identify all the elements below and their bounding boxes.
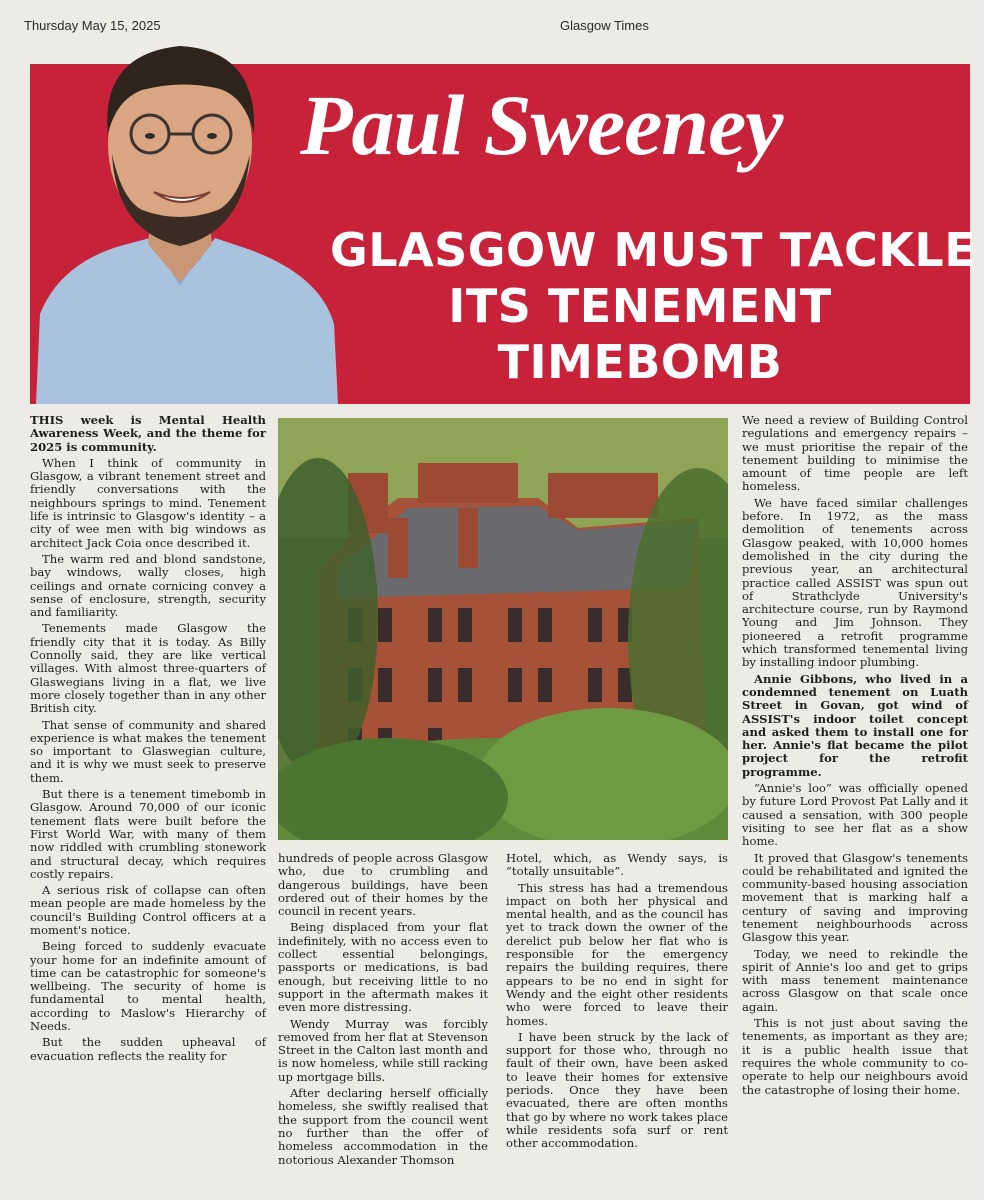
article-paragraph: The warm red and blond sandstone, bay windows, wally closes, high ceilings and ornate cornicing convey a sense of enclosure, strength, security and familiarity. <box>30 551 266 620</box>
headline-line-2: ITS TENEMENT <box>448 279 832 333</box>
columnist-portrait <box>30 24 340 404</box>
article-paragraph: “Annie's loo” was officially opened by future Lord Provost Pat Lally and it caused a sensation, with 300 people visiting to see her flat as a show home. <box>742 781 968 849</box>
article-paragraph: Annie Gibbons, who lived in a condemned tenement on Luath Street in Govan, got wind of ASSIST's indoor toilet concept and asked them to install one for her. Annie's flat became the pilot project for the retrofit programme. <box>742 671 968 779</box>
article-paragraph: We have faced similar challenges before. In 1972, as the mass demolition of tenements across Glasgow peaked, with 10,000 homes demolished in the city during the previous year, an architectural practice called ASSIST was spun out of Strathclyde University's architecture course, run by Raymond Young and Jim Johnson. They pioneered a retrofit programme which transformed tenemental living by installing indoor plumbing. <box>742 495 968 670</box>
article-paragraph: But the sudden upheaval of evacuation reflects the reality for <box>30 1035 266 1063</box>
article-paragraph: hundreds of people across Glasgow who, due to crumbling and dangerous buildings, have been ordered out of their homes by the council in recent years. <box>278 851 488 919</box>
article-paragraph: It proved that Glasgow's tenements could be rehabilitated and ignited the community-based housing association movement that is marking half a century of saving and improving tenement neighbourhoods across Glasgow this year. <box>742 850 968 945</box>
article-headline <box>330 222 977 390</box>
article-paragraph: But there is a tenement timebomb in Glasgow. Around 70,000 of our iconic tenement flats were built before the First World War, with many of them now riddled with crumbling stonework and structural decay, which requires costly repairs. <box>30 787 266 881</box>
article-paragraph: I have been struck by the lack of support for those who, through no fault of their own, have been asked to leave their homes for extensive periods. Once they have been evacuated, there are often months that go by where no work takes place while residents sofa surf or rent other accommodation. <box>506 1029 728 1151</box>
article-paragraph: This is not just about saving the tenements, as important as they are; it is a public health issue that requires the whole community to co-operate to help our neighbours avoid the catastrophe of losing their home. <box>742 1016 968 1097</box>
article-column-3 <box>506 852 728 1154</box>
article-paragraph: We need a review of Building Control regulations and emergency repairs – we must prioritise the repair of the tenement building to minimise the amount of time people are left homeless. <box>742 413 968 494</box>
article-paragraph: When I think of community in Glasgow, a vibrant tenement street and friendly conversations with the neighbours springs to mind. Tenement life is intrinsic to Glasgow's identity – a city of wee men with big windows as architect Jack Coia once described it. <box>30 455 266 550</box>
article-paragraph: Today, we need to rekindle the spirit of Annie's loo and get to grips with mass tenement maintenance across Glasgow on that scale once again. <box>742 946 968 1014</box>
article-standfirst: THIS week is Mental Health Awareness Week, and the theme for 2025 is community. <box>30 413 266 454</box>
headline-line-1: GLASGOW MUST TACKLE <box>330 223 977 277</box>
article-paragraph: Hotel, which, as Wendy says, is “totally unsuitable”. <box>506 851 728 879</box>
article-paragraph: Wendy Murray was forcibly removed from her flat at Stevenson Street in the Calton last month and is now homeless, while still racking up mortgage bills. <box>278 1016 488 1084</box>
issue-date: Thursday May 15, 2025 <box>24 18 161 33</box>
article-paragraph: A serious risk of collapse can often mean people are made homeless by the council's Building Control officers at a moment's notice. <box>30 883 266 937</box>
article-paragraph: After declaring herself officially homeless, she swiftly realised that the support from the council went no further than the offer of homeless accommodation in the notorious Alexander Thomson <box>278 1086 488 1167</box>
article-paragraph: Tenements made Glasgow the friendly city that it is today. As Billy Connolly said, they are like vertical villages. With almost three-quarters of Glaswegians living in a flat, we live more closely together than in any other British city. <box>30 621 266 716</box>
headline-line-3: TIMEBOMB <box>497 335 783 389</box>
article-column-1 <box>30 414 266 1066</box>
article-column-4 <box>742 414 968 1100</box>
article-paragraph: Being displaced from your flat indefinitely, with no access even to collect essential belongings, passports or medications, is bad enough, but receiving little to no support in the aftermath makes it even more distressing. <box>278 920 488 1015</box>
publication-name: Glasgow Times <box>560 18 649 33</box>
columnist-name: Paul Sweeney <box>300 77 783 173</box>
article-paragraph: That sense of community and shared experience is what makes the tenement so important to Glaswegian culture, and it is why we must seek to preserve them. <box>30 717 266 785</box>
article-paragraph: Being forced to suddenly evacuate your home for an indefinite amount of time can be catastrophic for someone's wellbeing. The security of home is fundamental to mental health, according to Maslow's Hierarchy of Needs. <box>30 939 266 1034</box>
article-column-2 <box>278 852 488 1170</box>
article-paragraph: This stress has had a tremendous impact on both her physical and mental health, and as the council has yet to track down the owner of the derelict pub below her flat who is responsible for the emergency repairs the building requires, there appears to be no end in sight for Wendy and the eight other residents who were forced to leave their homes. <box>506 880 728 1028</box>
tenement-photo <box>278 418 728 840</box>
